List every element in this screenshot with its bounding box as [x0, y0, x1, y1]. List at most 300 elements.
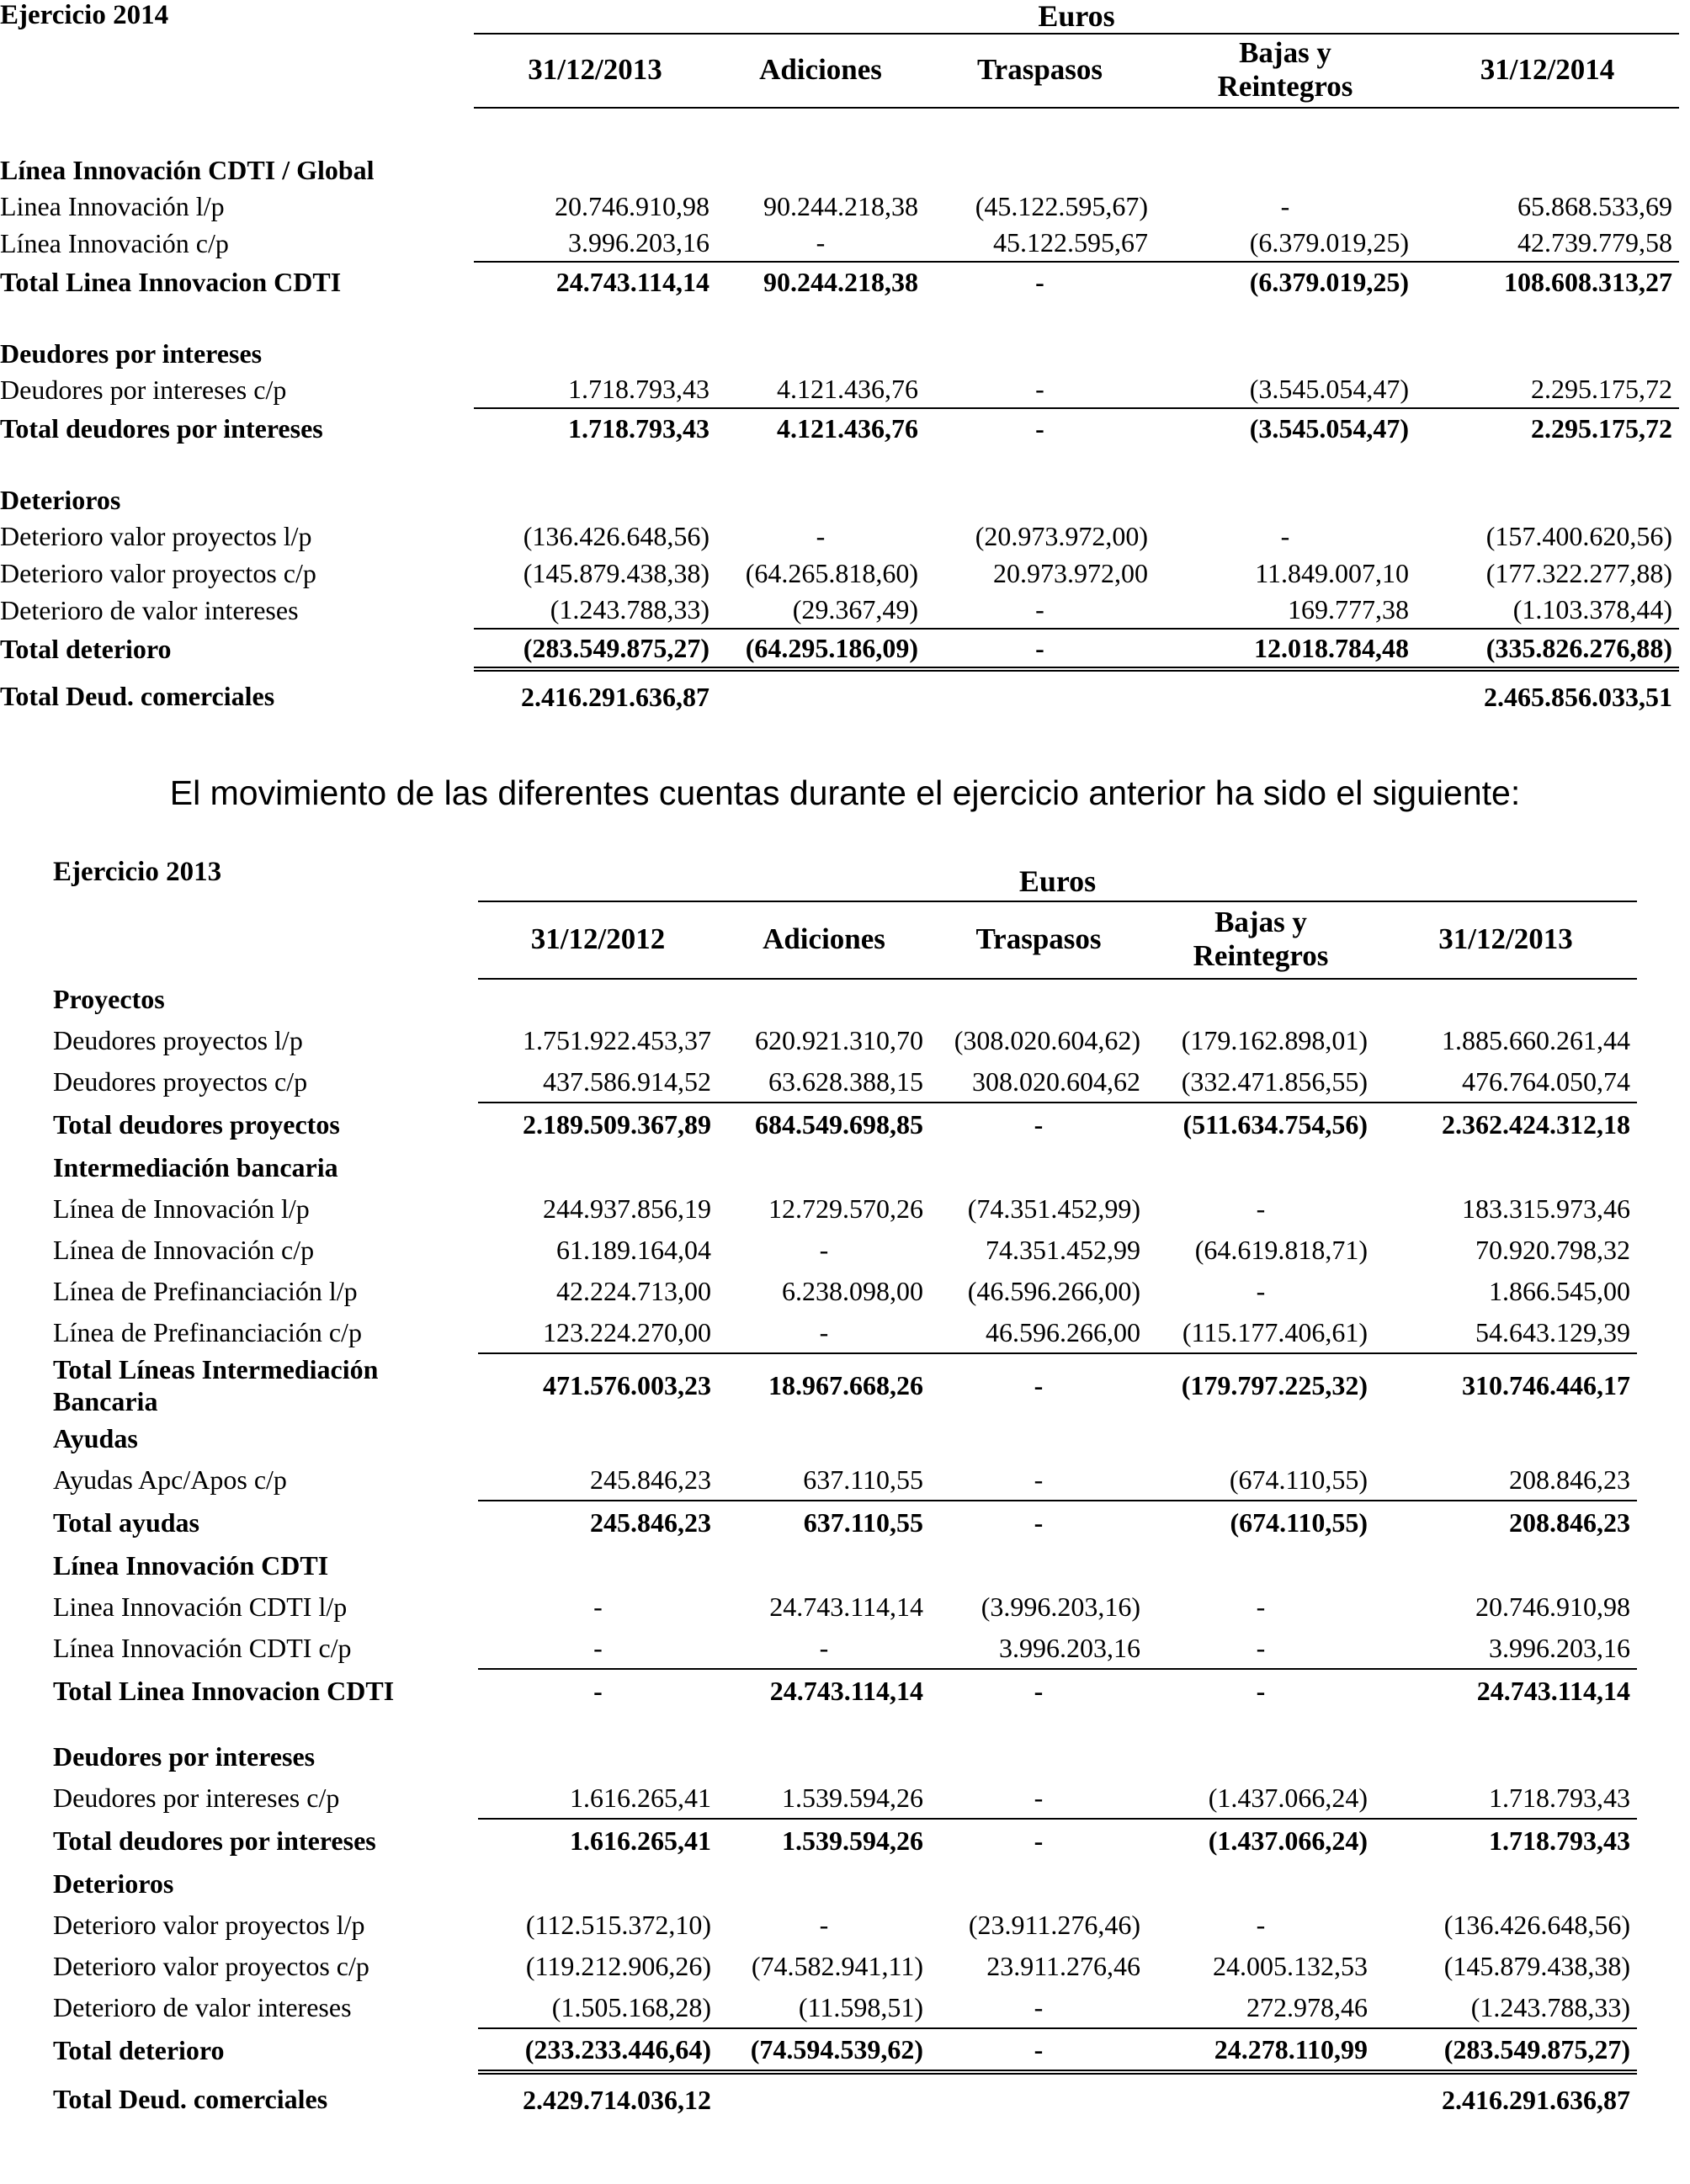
value-cell: 244.937.856,19 — [543, 1193, 711, 1224]
empty-cell — [1147, 1146, 1374, 1188]
table-row — [0, 371, 1679, 408]
value-cell: (74.351.452,99) — [967, 1193, 1140, 1224]
value-cell: 24.005.132,53 — [1213, 1951, 1368, 1981]
value-cell: (46.596.266,00) — [967, 1276, 1140, 1306]
value-cell: 24.743.114,14 — [1374, 1669, 1637, 1713]
column-header — [474, 33, 716, 107]
value-cell: 4.121.436,76 — [777, 374, 918, 404]
empty-cell — [716, 153, 925, 188]
column-header — [1374, 901, 1637, 978]
value-cell: - — [819, 1632, 829, 1663]
row-label: Línea de Prefinanciación c/p — [53, 1317, 362, 1347]
total-row — [53, 1819, 1637, 1863]
value-cell: - — [1256, 1193, 1266, 1224]
value-cell: 3.996.203,16 — [1489, 1632, 1630, 1663]
value-cell: 476.764.050,74 — [1462, 1065, 1630, 1097]
value-cell: (23.911.276,46) — [968, 1910, 1140, 1940]
value-cell: (64.295.186,09) — [716, 629, 925, 669]
empty-cell — [1374, 1417, 1637, 1459]
table-row — [53, 1312, 1637, 1353]
value-cell: (308.020.604,62) — [954, 1025, 1140, 1055]
value-cell: (136.426.648,56) — [1443, 1910, 1630, 1940]
value-cell: (3.545.054,47) — [1155, 408, 1416, 449]
empty-cell — [930, 978, 1147, 1020]
column-header-label: Adiciones — [763, 922, 885, 955]
value-cell: 23.911.276,46 — [986, 1951, 1140, 1981]
value-cell: 18.967.668,26 — [718, 1353, 930, 1417]
euros-header-2014: Euros — [1038, 0, 1115, 33]
spacer-row — [0, 302, 1679, 337]
empty-cell — [1147, 1735, 1374, 1777]
value-cell: (119.212.906,26) — [525, 1951, 711, 1981]
value-cell: 90.244.218,38 — [763, 190, 918, 221]
value-cell: (1.243.788,33) — [550, 594, 709, 624]
value-cell: (1.103.378,44) — [1512, 594, 1672, 624]
total-row — [0, 629, 1679, 669]
value-cell: - — [1280, 520, 1290, 551]
spacer-row — [53, 1713, 1637, 1735]
value-cell: 24.743.114,14 — [474, 262, 716, 302]
value-cell — [925, 669, 1155, 723]
value-cell: - — [816, 227, 826, 258]
value-cell: 1.616.265,41 — [478, 1819, 718, 1863]
empty-cell — [925, 483, 1155, 518]
value-cell: 24.278.110,99 — [1147, 2028, 1374, 2072]
row-label: Línea Innovación c/p — [0, 227, 229, 258]
value-cell: 208.846,23 — [1374, 1501, 1637, 1544]
table-row — [53, 1188, 1637, 1230]
row-label: Deudores por intereses c/p — [0, 374, 287, 405]
value-cell: (335.826.276,88) — [1416, 629, 1679, 669]
value-cell: - — [1035, 594, 1044, 624]
section-header-row — [0, 483, 1679, 518]
empty-cell — [718, 1417, 930, 1459]
empty-cell — [1374, 1146, 1637, 1188]
value-cell: - — [1256, 1910, 1266, 1940]
spacer-cell — [0, 449, 1679, 483]
empty-cell — [1155, 153, 1416, 188]
value-cell: (29.367,49) — [792, 594, 918, 624]
value-cell: - — [925, 408, 1155, 449]
total-row — [53, 2028, 1637, 2072]
value-cell — [718, 2072, 930, 2126]
empty-cell — [478, 1544, 718, 1586]
value-cell: 42.224.713,00 — [556, 1276, 711, 1306]
value-cell: 1.616.265,41 — [570, 1782, 711, 1813]
value-cell: (511.634.754,56) — [1147, 1103, 1374, 1146]
grand-total-row — [0, 669, 1679, 723]
table-2013 — [53, 978, 1637, 2126]
table-row — [0, 518, 1679, 555]
empty-cell — [718, 1735, 930, 1777]
year-title-2014: Ejercicio 2014 — [0, 0, 169, 30]
row-label: Ayudas — [53, 1422, 138, 1453]
value-cell: 2.295.175,72 — [1531, 374, 1672, 404]
value-cell: (115.177.406,61) — [1182, 1316, 1368, 1347]
column-header-label: 31/12/2014 — [1480, 53, 1615, 86]
value-cell: 2.295.175,72 — [1416, 408, 1679, 449]
value-cell: - — [930, 1103, 1147, 1146]
table-row — [53, 1230, 1637, 1271]
value-cell: 54.643.129,39 — [1475, 1316, 1630, 1347]
section-header-row — [0, 153, 1679, 188]
row-label: Linea Innovación l/p — [0, 190, 225, 221]
empty-cell — [1416, 153, 1679, 188]
row-label: Deterioro valor proyectos l/p — [53, 1910, 365, 1940]
empty-cell — [474, 483, 716, 518]
value-cell: 63.628.388,15 — [768, 1065, 923, 1097]
value-cell: - — [930, 1669, 1147, 1713]
value-cell: 24.743.114,14 — [769, 1592, 923, 1622]
empty-cell — [716, 337, 925, 371]
total-row — [0, 408, 1679, 449]
empty-cell — [1374, 1863, 1637, 1905]
row-label: Línea de Innovación c/p — [53, 1235, 315, 1265]
value-cell: - — [1034, 1782, 1044, 1813]
total-row — [53, 1501, 1637, 1544]
empty-cell — [474, 337, 716, 371]
row-label: Total deterioro — [53, 2034, 225, 2065]
total-row — [0, 262, 1679, 302]
total-row — [53, 1103, 1637, 1146]
value-cell: 20.746.910,98 — [555, 190, 709, 221]
value-cell: 1.718.793,43 — [474, 408, 716, 449]
value-cell: - — [593, 1632, 603, 1663]
value-cell: (6.379.019,25) — [1155, 262, 1416, 302]
header-rule-bottom-2014 — [474, 107, 1679, 109]
row-label: Línea Innovación CDTI / Global — [0, 155, 375, 185]
column-header-label: Traspasos — [976, 53, 1103, 86]
value-cell: 12.018.784,48 — [1155, 629, 1416, 669]
value-cell: - — [1256, 1592, 1266, 1622]
value-cell: 4.121.436,76 — [716, 408, 925, 449]
row-label: Linea Innovación CDTI l/p — [53, 1592, 348, 1622]
empty-cell — [930, 1146, 1147, 1188]
table-row — [53, 1061, 1637, 1103]
empty-cell — [1147, 978, 1374, 1020]
value-cell: 1.718.793,43 — [1489, 1782, 1630, 1813]
value-cell: - — [930, 1501, 1147, 1544]
row-label: Total deudores proyectos — [53, 1108, 340, 1140]
value-cell: 620.921.310,70 — [755, 1025, 923, 1055]
value-cell: 74.351.452,99 — [986, 1235, 1140, 1265]
value-cell: - — [1034, 1464, 1044, 1495]
table-row — [0, 555, 1679, 592]
empty-cell — [930, 1417, 1147, 1459]
value-cell: (1.437.066,24) — [1208, 1782, 1368, 1813]
value-cell: 11.849.007,10 — [1255, 557, 1409, 588]
value-cell: 123.224.270,00 — [543, 1316, 711, 1347]
empty-cell — [1147, 1544, 1374, 1586]
value-cell: 6.238.098,00 — [782, 1276, 923, 1306]
value-cell: 108.608.313,27 — [1416, 262, 1679, 302]
empty-cell — [718, 1146, 930, 1188]
paragraph: El movimiento de las diferentes cuentas durante el ejercicio anterior ha sido el siguiente: — [169, 773, 1521, 812]
value-cell: - — [478, 1669, 718, 1713]
value-cell: (136.426.648,56) — [523, 520, 709, 551]
table-row — [53, 1628, 1637, 1669]
spacer-row — [0, 449, 1679, 483]
row-label: Línea Innovación CDTI c/p — [53, 1633, 352, 1663]
empty-cell — [925, 153, 1155, 188]
value-cell: 20.746.910,98 — [1475, 1592, 1630, 1622]
value-cell: (3.996.203,16) — [981, 1592, 1140, 1622]
value-cell: (1.437.066,24) — [1147, 1819, 1374, 1863]
table-row — [53, 1020, 1637, 1061]
value-cell: (179.797.225,32) — [1147, 1353, 1374, 1417]
value-cell: 637.110,55 — [718, 1501, 930, 1544]
empty-cell — [925, 337, 1155, 371]
value-cell: 20.973.972,00 — [993, 557, 1148, 588]
empty-cell — [718, 1863, 930, 1905]
value-cell: 169.777,38 — [1288, 594, 1409, 624]
value-cell: 245.846,23 — [478, 1501, 718, 1544]
empty-cell — [474, 153, 716, 188]
value-cell: 2.362.424.312,18 — [1374, 1103, 1637, 1146]
row-label: Línea Innovación CDTI — [53, 1549, 329, 1581]
row-label: Total Líneas Intermediación Bancaria — [53, 1354, 379, 1416]
spacer-cell — [53, 1713, 1637, 1735]
value-cell: 70.920.798,32 — [1475, 1235, 1630, 1265]
table-row — [53, 1987, 1637, 2028]
row-label: Intermediación bancaria — [53, 1151, 338, 1182]
row-label: Deterioros — [0, 485, 121, 515]
column-header — [1147, 901, 1374, 978]
table-row — [53, 1271, 1637, 1312]
section-header-row — [53, 1735, 1637, 1777]
value-cell: (179.162.898,01) — [1181, 1025, 1368, 1055]
value-cell — [930, 2072, 1147, 2126]
value-cell: - — [1035, 374, 1044, 404]
column-header-label: 31/12/2013 — [1438, 922, 1573, 955]
empty-cell — [718, 1544, 930, 1586]
section-header-row — [53, 978, 1637, 1020]
row-label: Ayudas Apc/Apos c/p — [53, 1464, 287, 1495]
value-cell: (674.110,55) — [1229, 1464, 1368, 1495]
value-cell: 684.549.698,85 — [718, 1103, 930, 1146]
value-cell: 471.576.003,23 — [478, 1353, 718, 1417]
value-cell: (6.379.019,25) — [1249, 227, 1409, 258]
value-cell: - — [930, 1353, 1147, 1417]
value-cell: (1.505.168,28) — [551, 1991, 711, 2022]
value-cell: (283.549.875,27) — [1374, 2028, 1637, 2072]
empty-cell — [1374, 1735, 1637, 1777]
row-label: Total deudores por intereses — [53, 1825, 376, 1856]
row-label: Deudores proyectos l/p — [53, 1025, 303, 1055]
section-header-row — [53, 1146, 1637, 1188]
value-cell: 24.743.114,14 — [718, 1669, 930, 1713]
row-label: Deudores proyectos c/p — [53, 1066, 308, 1097]
table-row — [53, 1946, 1637, 1987]
table-2014 — [0, 153, 1679, 723]
value-cell: (64.265.818,60) — [745, 557, 918, 588]
value-cell: - — [925, 262, 1155, 302]
column-header-label: Adiciones — [759, 53, 882, 86]
value-cell: 183.315.973,46 — [1462, 1193, 1630, 1224]
empty-cell — [1374, 978, 1637, 1020]
value-cell: - — [1256, 1276, 1266, 1306]
column-header — [478, 901, 718, 978]
value-cell: - — [816, 520, 826, 551]
value-cell: 46.596.266,00 — [986, 1316, 1140, 1347]
table-row — [53, 1459, 1637, 1501]
value-cell: 2.429.714.036,12 — [478, 2072, 718, 2126]
row-label: Deterioro valor proyectos c/p — [0, 557, 316, 588]
value-cell: (283.549.875,27) — [474, 629, 716, 669]
empty-cell — [1416, 483, 1679, 518]
value-cell: 1.866.545,00 — [1489, 1276, 1630, 1306]
column-header — [925, 33, 1155, 107]
grand-total-row — [53, 2072, 1637, 2126]
row-label: Total deudores por intereses — [0, 412, 323, 444]
empty-cell — [1155, 337, 1416, 371]
value-cell: - — [930, 2028, 1147, 2072]
column-header — [1416, 33, 1679, 107]
row-label: Deudores por intereses — [53, 1740, 316, 1772]
value-cell: 310.746.446,17 — [1374, 1353, 1637, 1417]
value-cell: 245.846,23 — [590, 1464, 711, 1495]
section-header-row — [53, 1544, 1637, 1586]
value-cell: - — [819, 1235, 829, 1265]
row-label: Total deterioro — [0, 633, 172, 664]
empty-cell — [1416, 337, 1679, 371]
value-cell: - — [593, 1592, 603, 1622]
row-label: Total ayudas — [53, 1506, 199, 1538]
value-cell: 1.718.793,43 — [1374, 1819, 1637, 1863]
value-cell: 637.110,55 — [803, 1464, 923, 1495]
row-label: Total Linea Innovacion CDTI — [53, 1675, 395, 1706]
value-cell: (64.619.818,71) — [1194, 1235, 1368, 1265]
value-cell: (332.471.856,55) — [1181, 1065, 1368, 1097]
total-row — [53, 1669, 1637, 1713]
value-cell: 308.020.604,62 — [972, 1065, 1140, 1097]
row-label: Línea de Prefinanciación l/p — [53, 1276, 358, 1306]
empty-cell — [1155, 483, 1416, 518]
empty-cell — [478, 1863, 718, 1905]
empty-cell — [478, 1146, 718, 1188]
value-cell: - — [1256, 1632, 1266, 1663]
value-cell: 42.739.779,58 — [1517, 227, 1672, 258]
empty-cell — [930, 1544, 1147, 1586]
value-cell: 2.189.509.367,89 — [478, 1103, 718, 1146]
table-row — [0, 592, 1679, 629]
value-cell: 61.189.164,04 — [556, 1235, 711, 1265]
empty-cell — [1147, 1863, 1374, 1905]
value-cell: (3.545.054,47) — [1249, 374, 1409, 404]
value-cell: 1.885.660.261,44 — [1442, 1025, 1630, 1055]
value-cell: (20.973.972,00) — [975, 520, 1148, 551]
column-header-label: 31/12/2012 — [530, 922, 666, 955]
value-cell: (145.879.438,38) — [1443, 1951, 1630, 1981]
value-cell: (112.515.372,10) — [525, 1910, 711, 1940]
empty-cell — [716, 483, 925, 518]
section-header-row — [53, 1863, 1637, 1905]
value-cell: 1.718.793,43 — [568, 374, 709, 404]
value-cell: 3.996.203,16 — [568, 227, 709, 258]
value-cell: (157.400.620,56) — [1485, 520, 1672, 551]
value-cell: 2.416.291.636,87 — [1374, 2072, 1637, 2126]
value-cell: 1.539.594,26 — [718, 1819, 930, 1863]
row-label: Línea de Innovación l/p — [53, 1193, 310, 1224]
value-cell — [1147, 2072, 1374, 2126]
section-header-row — [53, 1417, 1637, 1459]
value-cell: (177.322.277,88) — [1485, 557, 1672, 588]
column-header — [1155, 33, 1416, 107]
empty-cell — [718, 978, 930, 1020]
column-header — [930, 901, 1147, 978]
row-label: Deterioro valor proyectos l/p — [0, 520, 312, 551]
row-label: Deudores por intereses c/p — [53, 1783, 340, 1813]
table-row — [53, 1905, 1637, 1946]
column-header — [718, 901, 930, 978]
spacer-cell — [0, 302, 1679, 337]
table-row — [53, 1777, 1637, 1819]
value-cell: 65.868.533,69 — [1517, 190, 1672, 221]
value-cell: - — [1280, 190, 1290, 221]
empty-cell — [1374, 1544, 1637, 1586]
column-header — [716, 33, 925, 107]
value-cell: 2.416.291.636,87 — [474, 669, 716, 723]
table-row — [53, 1586, 1637, 1628]
value-cell: (45.122.595,67) — [975, 190, 1148, 221]
value-cell: 45.122.595,67 — [993, 227, 1148, 258]
row-label: Deterioros — [53, 1868, 174, 1899]
value-cell: 12.729.570,26 — [768, 1193, 923, 1224]
value-cell — [1155, 669, 1416, 723]
value-cell: 208.846,23 — [1509, 1464, 1630, 1495]
value-cell: 272.978,46 — [1246, 1991, 1368, 2022]
value-cell: 1.539.594,26 — [782, 1782, 923, 1813]
value-cell — [716, 669, 925, 723]
row-label: Total Linea Innovacion CDTI — [0, 266, 342, 297]
column-header-label: Bajas y Reintegros — [1193, 906, 1329, 972]
value-cell: 2.465.856.033,51 — [1416, 669, 1679, 723]
value-cell: (674.110,55) — [1147, 1501, 1374, 1544]
table-row — [0, 225, 1679, 262]
row-label: Deterioro de valor intereses — [0, 594, 299, 625]
value-cell: - — [819, 1316, 829, 1347]
value-cell: (145.879.438,38) — [523, 557, 709, 588]
column-header-label: Bajas y Reintegros — [1217, 36, 1353, 103]
column-header-label: Traspasos — [975, 922, 1102, 955]
value-cell: (11.598,51) — [798, 1991, 923, 2022]
empty-cell — [930, 1863, 1147, 1905]
value-cell: 3.996.203,16 — [999, 1632, 1140, 1663]
empty-cell — [478, 1417, 718, 1459]
value-cell: (74.594.539,62) — [718, 2028, 930, 2072]
table-row — [0, 188, 1679, 225]
empty-cell — [930, 1735, 1147, 1777]
empty-cell — [478, 978, 718, 1020]
row-label: Total Deud. comerciales — [53, 2083, 328, 2114]
value-cell: - — [1147, 1669, 1374, 1713]
value-cell: (1.243.788,33) — [1470, 1991, 1630, 2022]
row-label: Deterioro de valor intereses — [53, 1992, 352, 2022]
value-cell: (233.233.446,64) — [478, 2028, 718, 2072]
value-cell: 90.244.218,38 — [716, 262, 925, 302]
value-cell: 437.586.914,52 — [543, 1065, 711, 1097]
value-cell: - — [930, 1819, 1147, 1863]
row-label: Deterioro valor proyectos c/p — [53, 1951, 369, 1981]
empty-cell — [1147, 1417, 1374, 1459]
row-label: Deudores por intereses — [0, 338, 263, 369]
euros-header-2013: Euros — [1018, 864, 1097, 898]
total-row — [53, 1353, 1637, 1417]
row-label: Proyectos — [53, 983, 165, 1014]
year-title-2013: Ejercicio 2013 — [53, 857, 222, 887]
value-cell: - — [1034, 1991, 1044, 2022]
value-cell: - — [925, 629, 1155, 669]
